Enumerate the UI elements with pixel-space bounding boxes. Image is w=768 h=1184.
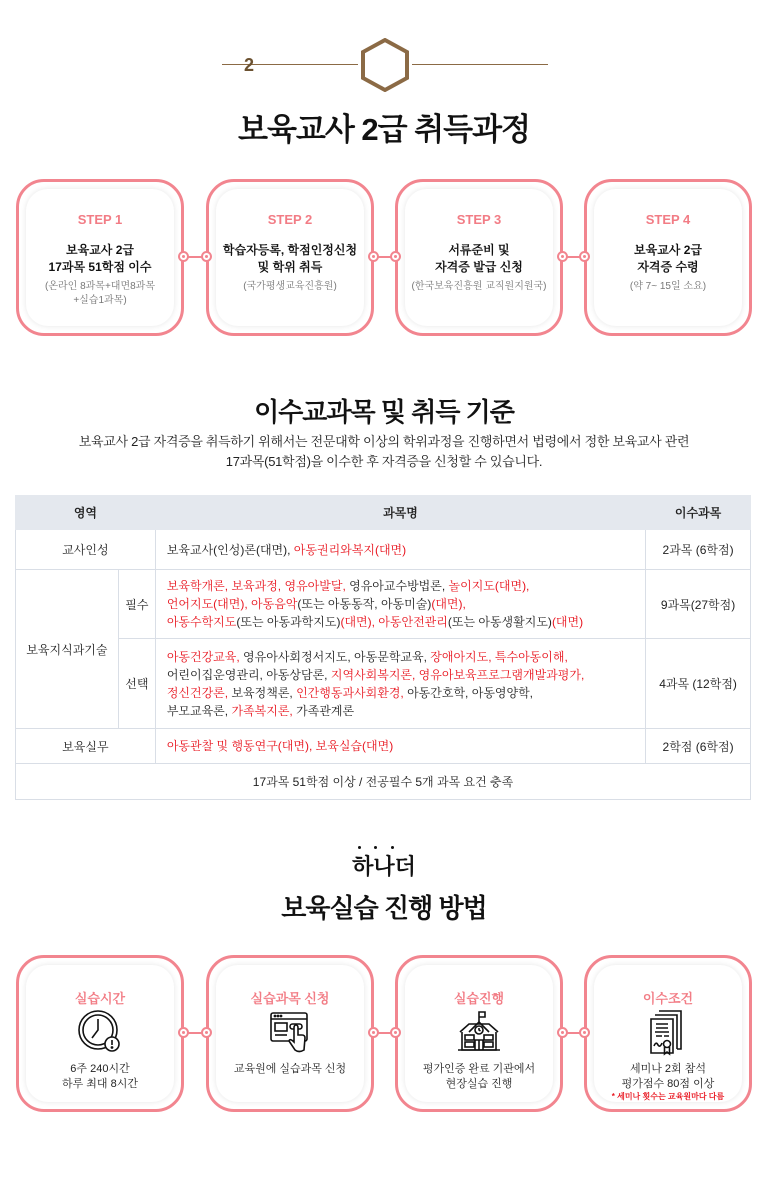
section-badge — [222, 38, 548, 92]
credits-cell: 4과목 (12학점) — [646, 639, 751, 729]
table-total-row — [16, 764, 751, 800]
subjects-cell: 보육학개론, 보육과정, 영유아발달, 영유아교수방법론, 놀이지도(대면), 언어지도(대면), 아동음악(또는 아동동작, 아동미술)(대면), 아동수학지도(또는 아동과학지도)(대면), 아동안전관리(또는 아동생활지도)(대면) — [155, 570, 645, 639]
connector-dot — [201, 1027, 212, 1038]
credits-cell: 2학점 (6학점) — [646, 729, 751, 764]
practice-card-title: 실습과목 신청 — [250, 991, 330, 1006]
practice-card-desc: 교육원에 실습과목 신청 — [233, 1063, 347, 1075]
step-label: STEP 1 — [77, 212, 123, 227]
criteria-table — [15, 495, 751, 800]
connector-dot — [178, 251, 189, 262]
step-sub: (온라인 8과목+대면8과목 +실습1과목) — [44, 281, 155, 306]
subjects-cell: 아동건강교육, 영유아사회정서지도, 아동문학교육, 장애아지도, 특수아동이해, 어린이집운영관리, 아동상담론, 지역사회복지론, 영유아보육프로그램개발과평가, 정신건강론, 보육정책론, 인간행동과사회환경, 아동간호학, 아동영양학, 부모교육론, 가족복지론, 가족관계론 — [155, 639, 645, 729]
total-cell: 17과목 51학점 이상 / 전공필수 5개 과목 요건 충족 — [16, 764, 751, 800]
area-cell: 교사인성 — [16, 530, 156, 570]
connector-dot — [201, 251, 212, 262]
subjects-cell: 보육교사(인성)론(대면), 아동권리와복지(대면) — [155, 530, 645, 570]
step-sub: (약 7~ 15일 소요) — [629, 281, 707, 292]
brand-name: 하나더 — [352, 854, 416, 879]
sub-area-cell: 필수 — [118, 570, 155, 639]
step-label: STEP 2 — [267, 212, 313, 227]
connector-dot — [390, 1027, 401, 1038]
step-label: STEP 3 — [456, 212, 502, 227]
practice-card-note: * 세미나 횟수는 교육원마다 다름 — [611, 1092, 725, 1101]
connector-dot — [390, 251, 401, 262]
connector-dot — [579, 1027, 590, 1038]
practice-card-time — [16, 955, 184, 1112]
badge-number: 2 — [243, 55, 254, 75]
section-title-practice: 보육실습 진행 방법 — [281, 893, 487, 923]
sub-area-cell: 선택 — [118, 639, 155, 729]
area-cell: 보육지식과기술 — [16, 570, 119, 729]
connector-dot — [178, 1027, 189, 1038]
step-main: 보육교사 2급 자격증 수령 — [634, 243, 702, 274]
divider-line — [412, 64, 548, 65]
practice-card-desc: 6주 240시간 하루 최대 8시간 — [62, 1063, 138, 1090]
practice-card-completion — [584, 955, 752, 1112]
table-row — [16, 530, 751, 570]
hexagon-icon — [358, 38, 412, 92]
practice-card-title: 이수조건 — [642, 991, 694, 1006]
connector-dot — [557, 251, 568, 262]
step-card-1 — [16, 179, 184, 336]
header-area: 영역 — [16, 496, 156, 530]
step-sub: (국가평생교육진흥원) — [243, 281, 337, 292]
subjects-cell: 아동관찰 및 행동연구(대면), 보육실습(대면) — [155, 729, 645, 764]
web-click-icon — [265, 1008, 315, 1056]
practice-card-desc: 평가인증 완료 기관에서 현장실습 진행 — [422, 1063, 536, 1090]
practice-card-title: 실습시간 — [74, 991, 126, 1006]
step-main: 보육교사 2급 17과목 51학점 이수 — [48, 243, 152, 274]
step-main: 학습자등록, 학점인정신청 및 학위 취득 — [222, 243, 358, 274]
page-title: 보육교사 2급 취득과정 — [238, 112, 530, 147]
practice-card-desc: 세미나 2회 참석 평가점수 80점 이상 — [621, 1063, 715, 1090]
header-credits: 이수과목 — [646, 496, 751, 530]
step-card-2 — [206, 179, 374, 336]
certificate-icon — [643, 1008, 693, 1056]
practice-card-apply — [206, 955, 374, 1112]
connector-dot — [557, 1027, 568, 1038]
header-subjects: 과목명 — [155, 496, 645, 530]
practice-card-progress — [395, 955, 563, 1112]
practice-card-title: 실습진행 — [453, 991, 505, 1006]
connector-dot — [368, 1027, 379, 1038]
area-cell: 보육실무 — [16, 729, 156, 764]
table-row — [16, 729, 751, 764]
table-row — [16, 639, 751, 729]
step-main: 서류준비 및 자격증 발급 신청 — [435, 243, 523, 274]
section-title-criteria: 이수교과목 및 취득 기준 — [254, 397, 514, 427]
clock-alert-icon — [75, 1008, 125, 1056]
credits-cell: 2과목 (6학점) — [646, 530, 751, 570]
step-label: STEP 4 — [645, 212, 691, 227]
connector-dot — [579, 251, 590, 262]
table-row — [16, 570, 751, 639]
credits-cell: 9과목(27학점) — [646, 570, 751, 639]
step-sub: (한국보육진흥원 교직원지원국) — [411, 281, 547, 292]
table-header-row — [16, 496, 751, 530]
criteria-description: 보육교사 2급 자격증을 취득하기 위해서는 전문대학 이상의 학위과정을 진행하면서 법령에서 정한 보육교사 관련 17과목(51학점)을 이수한 후 자격증을 신청할 수 있습니다. — [78, 434, 690, 469]
school-building-icon — [454, 1008, 504, 1056]
step-card-4 — [584, 179, 752, 336]
step-card-3 — [395, 179, 563, 336]
connector-dot — [368, 251, 379, 262]
